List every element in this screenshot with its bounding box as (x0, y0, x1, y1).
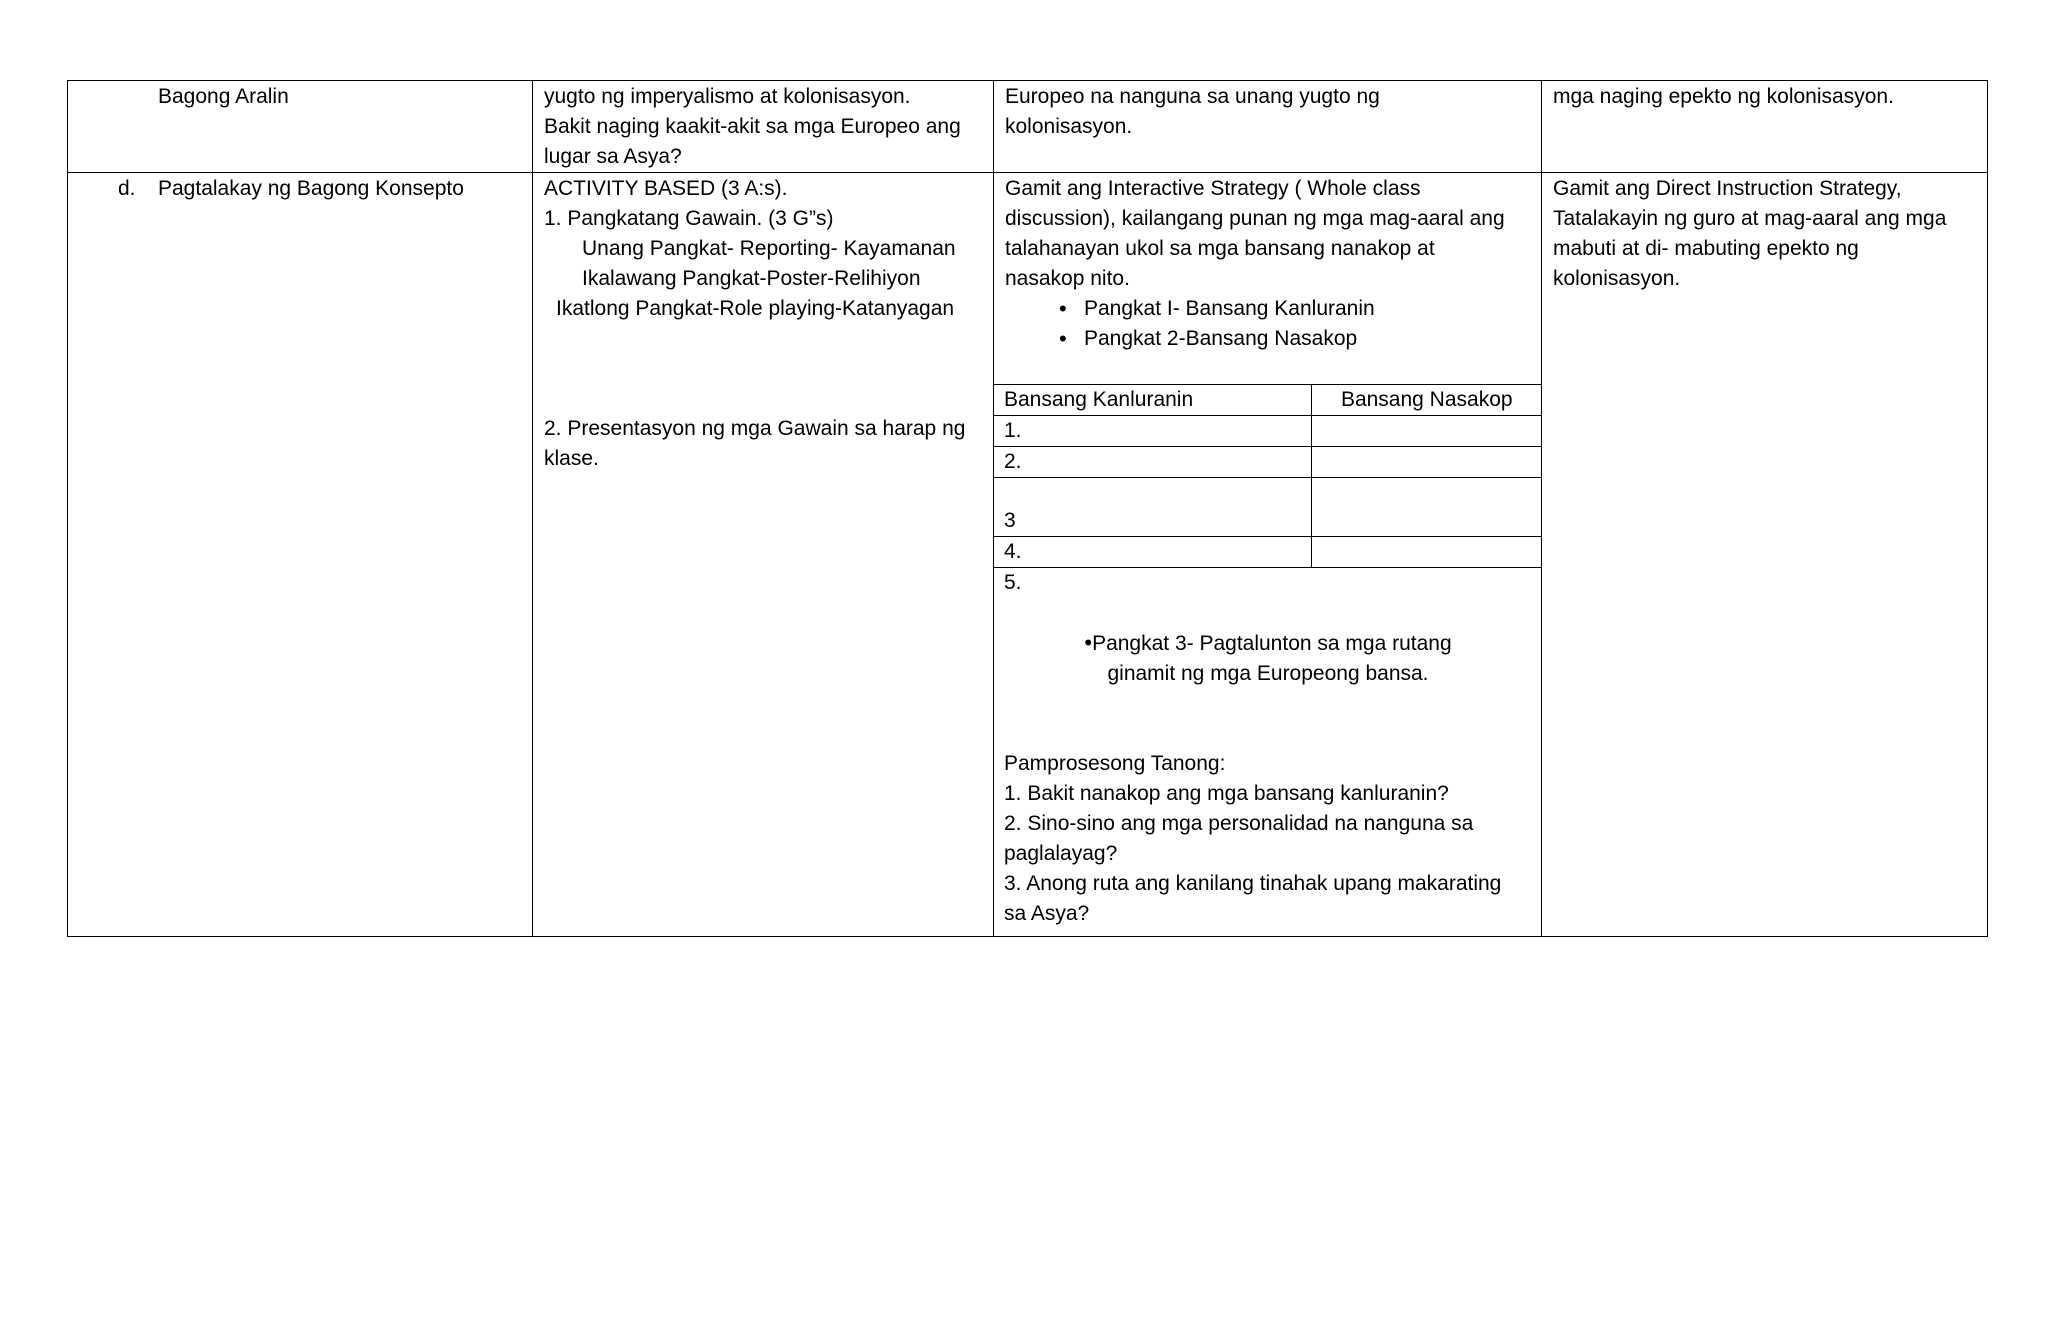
table-cell (1311, 537, 1542, 568)
pangkatang-gawain-line: 1. Pangkatang Gawain. (3 G”s) (544, 207, 834, 230)
row2-col4-cell (1542, 173, 1988, 937)
row5-label: 5. (1004, 571, 1022, 594)
table-row (68, 81, 1988, 173)
question-line: 1. Bakit nanakop ang mga bansang kanluranin? (1004, 782, 1449, 805)
text-line: Gamit ang Direct Instruction Strategy, (1553, 177, 1902, 200)
list-marker: d. (118, 177, 136, 200)
row1-col4-cell (1542, 81, 1988, 173)
table-cell (1311, 478, 1542, 537)
table-cell: 4. (994, 537, 1311, 568)
table-cell: 2. (994, 447, 1311, 478)
text-line: nasakop nito. (1005, 267, 1130, 290)
question-line: paglalayag? (1004, 842, 1118, 865)
bansa-table (994, 384, 1542, 929)
group-line: Ikalawang Pangkat-Poster-Relihiyon (582, 267, 921, 290)
list-item: • Pangkat I- Bansang Kanluranin (1005, 294, 1531, 324)
table-cell: 3 (994, 478, 1311, 537)
group-line: Unang Pangkat- Reporting- Kayamanan (582, 237, 956, 260)
list-item: • Pangkat 2-Bansang Nasakop (1005, 324, 1531, 354)
pangkat3-block: •Pangkat 3- Pagtalunton sa mga rutang ginamit ng mga Europeong bansa. (1004, 628, 1532, 689)
text-line: Europeo na nanguna sa unang yugto ng (1005, 85, 1380, 108)
text-line: ginamit ng mga Europeong bansa. (1107, 662, 1429, 685)
table-row (994, 478, 1542, 537)
question-line: 2. Sino-sino ang mga personalidad na nanguna sa (1004, 812, 1474, 835)
pamprosesong-title: Pamprosesong Tanong: (1004, 752, 1226, 775)
group-line: Ikatlong Pangkat-Role playing-Katanyagan (556, 297, 955, 320)
header-cell: Bansang Kanluranin (994, 385, 1311, 416)
row1-col1-cell (68, 81, 533, 173)
text-line: lugar sa Asya? (544, 145, 682, 168)
table-row (994, 416, 1542, 447)
bagong-aralin-label: Bagong Aralin (158, 85, 289, 108)
table-row (994, 537, 1542, 568)
row2-col2-cell (533, 173, 994, 937)
table-row (994, 568, 1542, 930)
text-line: klase. (544, 447, 599, 470)
text-line: Pangkat 3- Pagtalunton sa mga rutang (1092, 632, 1452, 655)
text-line: Bakit naging kaakit-akit sa mga Europeo ang (544, 115, 961, 138)
header-cell: Bansang Nasakop (1311, 385, 1542, 416)
activity-based-line: ACTIVITY BASED (3 A:s). (544, 177, 788, 200)
text-line: Tatalakayin ng guro at mag-aaral ang mga (1553, 207, 1947, 230)
row2-col1-cell (68, 173, 533, 937)
table-header-row (994, 385, 1542, 416)
text-line: kolonisasyon. (1005, 115, 1133, 138)
question-line: 3. Anong ruta ang kanilang tinahak upang makarating (1004, 872, 1502, 895)
table-cell: 1. (994, 416, 1311, 447)
pagtalakay-label: Pagtalakay ng Bagong Konsepto (158, 177, 464, 200)
table-row (68, 173, 1988, 937)
text-line: talahanayan ukol sa mga bansang nanakop at (1005, 237, 1435, 260)
text-line: mga naging epekto ng kolonisasyon. (1553, 85, 1894, 108)
text-line: yugto ng imperyalismo at kolonisasyon. (544, 85, 911, 108)
table-cell (1311, 447, 1542, 478)
bullet-list (1005, 294, 1531, 354)
text-line: mabuti at di- mabuting epekto ng (1553, 237, 1859, 260)
row5-cell (994, 568, 1542, 930)
text-line: discussion), kailangang punan ng mga mag-aaral ang (1005, 207, 1505, 230)
pamprosesong-tanong (1004, 749, 1532, 929)
row1-col3-cell (994, 81, 1542, 173)
text-line: Gamit ang Interactive Strategy ( Whole class (1005, 177, 1421, 200)
table-row (994, 447, 1542, 478)
text-line: kolonisasyon. (1553, 267, 1681, 290)
row1-col2-cell (533, 81, 994, 173)
question-line: sa Asya? (1004, 902, 1090, 925)
text-line: 2. Presentasyon ng mga Gawain sa harap ng (544, 417, 966, 440)
table-cell (1311, 416, 1542, 447)
lesson-plan-table (67, 80, 1988, 937)
row2-col3-cell (994, 173, 1542, 937)
